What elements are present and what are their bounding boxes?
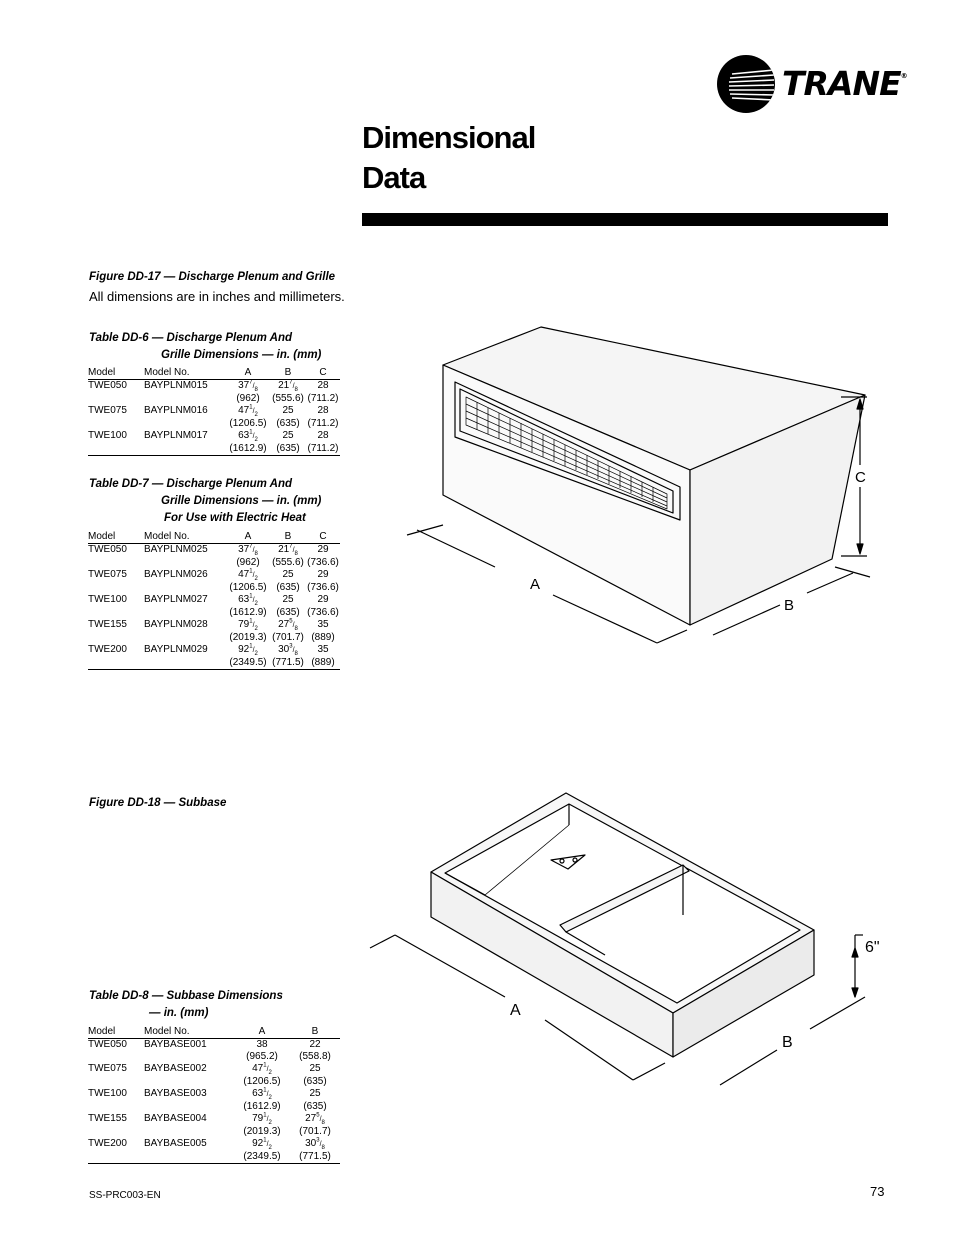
dim-a-cell: $47^1/_2$	[238, 568, 258, 582]
table8	[88, 1026, 340, 1164]
dim-c-cell: 28	[317, 380, 329, 391]
table6	[88, 367, 340, 456]
dim-c-cell: 29	[317, 594, 329, 605]
table8-row-mm	[88, 1151, 340, 1164]
model-cell: TWE075	[88, 405, 127, 416]
model-no-cell: BAYBASE002	[144, 1063, 207, 1074]
table7-row	[88, 644, 340, 657]
subbase-dim-a-label: A	[510, 1002, 521, 1019]
table7-row	[88, 569, 340, 582]
table8-row	[88, 1138, 340, 1151]
table7-header-row: Model Model No. A B C	[88, 531, 340, 544]
dim-b-mm-cell: (635)	[270, 443, 306, 456]
model-no-cell: BAYBASE003	[144, 1088, 207, 1099]
dim-c-cell: 29	[317, 544, 329, 555]
table7-row-mm	[88, 657, 340, 670]
table8-row	[88, 1088, 340, 1101]
table8-row	[88, 1113, 340, 1126]
page-title-line2: Data	[362, 160, 426, 195]
plenum-dim-c-label: C	[855, 469, 866, 486]
dim-a-mm-cell: (2019.3)	[243, 1126, 281, 1137]
model-cell: TWE155	[88, 619, 127, 630]
table8-row-mm	[88, 1076, 340, 1088]
dim-c-mm-cell: (711.2)	[307, 443, 339, 454]
dim-c-mm-cell: (736.6)	[307, 557, 339, 568]
dim-a-cell: $92^1/_2$	[252, 1137, 272, 1151]
footer-doc-id: SS-PRC003-EN	[89, 1190, 161, 1201]
model-cell: TWE100	[88, 430, 127, 441]
model-cell: TWE075	[88, 569, 127, 580]
dim-b-mm-cell: (701.7)	[272, 632, 304, 643]
model-no-cell: BAYPLNM028	[144, 619, 208, 630]
dim-a-mm-cell: (2019.3)	[229, 632, 267, 643]
dim-a-cell: $37^7/_8$	[238, 379, 258, 393]
model-cell: TWE050	[88, 1039, 127, 1050]
dim-b-cell: 22	[309, 1039, 321, 1050]
table7-row-mm	[88, 632, 340, 644]
model-no-cell: BAYBASE005	[144, 1138, 207, 1149]
table6-row	[88, 405, 340, 418]
page-number: 73	[870, 1184, 885, 1199]
model-no-cell: BAYPLNM027	[144, 594, 208, 605]
table6-title: Table DD-6 — Discharge Plenum And Grille Dimensions — in. (mm)	[89, 332, 322, 361]
plenum-dim-a-label: A	[530, 576, 541, 593]
model-cell: TWE100	[88, 1088, 127, 1099]
dim-c-cell: 29	[317, 569, 329, 580]
subbase-height-label: 6"	[865, 939, 880, 956]
dim-a-cell: $79^1/_2$	[252, 1112, 272, 1126]
model-cell: TWE050	[88, 544, 127, 555]
dim-b-mm-cell: (635)	[276, 418, 300, 429]
table8-title: Table DD-8 — Subbase Dimensions — in. (mm)	[89, 990, 283, 1019]
dim-b-mm-cell: (635)	[303, 1076, 327, 1087]
dim-b-mm-cell: (635)	[276, 607, 300, 618]
model-no-cell: BAYBASE001	[144, 1039, 207, 1050]
dim-a-cell: $47^1/_2$	[252, 1062, 272, 1076]
dim-c-mm-cell: (711.2)	[307, 418, 339, 429]
dim-b-cell: 25	[282, 430, 294, 441]
dim-a-cell: $63^1/_2$	[252, 1087, 272, 1101]
table8-row	[88, 1039, 340, 1052]
table8-row	[88, 1063, 340, 1076]
discharge-plenum-drawing	[395, 325, 895, 645]
dim-b-mm-cell: (701.7)	[299, 1126, 331, 1137]
dim-b-mm-cell: (771.5)	[270, 657, 306, 670]
dim-b-cell: 25	[282, 569, 294, 580]
table8-header-row: Model Model No. A B	[88, 1026, 340, 1039]
dim-b-mm-cell: (635)	[303, 1101, 327, 1112]
table6-row	[88, 380, 340, 394]
table6-header-row: Model Model No. A B C	[88, 367, 340, 380]
dim-b-cell: 25	[309, 1063, 321, 1074]
dim-a-mm-cell: (962)	[236, 557, 260, 568]
dim-a-mm-cell: (1206.5)	[243, 1076, 281, 1087]
dim-b-mm-cell: (771.5)	[290, 1151, 340, 1164]
dim-c-mm-cell: (736.6)	[307, 582, 339, 593]
dim-b-cell: $21^7/_8$	[278, 379, 298, 393]
dim-b-cell: 25	[309, 1088, 321, 1099]
dim-c-cell: 28	[317, 405, 329, 416]
dim-b-mm-cell: (558.8)	[299, 1051, 331, 1062]
model-no-cell: BAYPLNM017	[144, 430, 208, 441]
dim-a-cell: $63^1/_2$	[238, 429, 258, 443]
dim-a-mm-cell: (965.2)	[246, 1051, 278, 1062]
table7	[88, 531, 340, 670]
model-no-cell: BAYPLNM029	[144, 644, 208, 655]
dim-a-cell: $63^1/_2$	[238, 593, 258, 607]
dim-b-mm-cell: (555.6)	[272, 557, 304, 568]
table7-row	[88, 619, 340, 632]
model-no-cell: BAYBASE004	[144, 1113, 207, 1124]
model-cell: TWE200	[88, 1138, 127, 1149]
dim-b-cell: 25	[282, 594, 294, 605]
page-title	[362, 118, 535, 198]
table7-row-mm	[88, 607, 340, 619]
subbase-dim-b-label: B	[782, 1034, 793, 1051]
dim-a-mm-cell: (1612.9)	[229, 607, 267, 618]
model-cell: TWE075	[88, 1063, 127, 1074]
model-cell: TWE100	[88, 594, 127, 605]
dim-c-mm-cell: (711.2)	[307, 393, 339, 404]
trane-logo-icon	[716, 54, 776, 114]
figure17-caption: Figure DD-17 — Discharge Plenum and Grille	[89, 271, 336, 283]
model-cell: TWE050	[88, 380, 127, 391]
dim-a-mm-cell: (962)	[236, 393, 260, 404]
dim-c-mm-cell: (889)	[306, 657, 340, 670]
subbase-drawing	[365, 785, 895, 1095]
dim-a-cell: $47^1/_2$	[238, 404, 258, 418]
brand-wordmark: TRANE®	[782, 64, 907, 103]
dim-a-mm-cell: (1612.9)	[226, 443, 270, 456]
table8-row-mm	[88, 1126, 340, 1138]
figure18-caption: Figure DD-18 — Subbase	[89, 797, 227, 809]
dim-b-mm-cell: (635)	[276, 582, 300, 593]
table7-row-mm	[88, 582, 340, 594]
plenum-dim-b-label: B	[784, 597, 795, 614]
table7-title: Table DD-7 — Discharge Plenum And Grille Dimensions — in. (mm) For Use with Electric Heat	[89, 478, 322, 524]
dim-c-cell: 35	[317, 644, 329, 655]
dim-a-mm-cell: (2349.5)	[226, 657, 270, 670]
dim-b-cell: $30^3/_8$	[305, 1137, 325, 1151]
dim-a-mm-cell: (1206.5)	[229, 418, 267, 429]
model-no-cell: BAYPLNM025	[144, 544, 208, 555]
dim-a-cell: $79^1/_2$	[238, 618, 258, 632]
table8-row-mm	[88, 1051, 340, 1063]
dim-a-cell: 38	[256, 1039, 268, 1050]
dim-b-cell: $30^3/_8$	[278, 643, 298, 657]
table7-row	[88, 594, 340, 607]
table7-row-mm	[88, 557, 340, 569]
figure17-note: All dimensions are in inches and millimeters.	[89, 289, 345, 304]
model-no-cell: BAYPLNM015	[144, 380, 208, 391]
dim-c-cell: 28	[317, 430, 329, 441]
dim-a-mm-cell: (2349.5)	[234, 1151, 290, 1164]
table6-row-mm	[88, 418, 340, 430]
model-no-cell: BAYPLNM016	[144, 405, 208, 416]
dim-c-cell: 35	[317, 619, 329, 630]
dim-b-mm-cell: (555.6)	[272, 393, 304, 404]
table6-row-mm	[88, 443, 340, 456]
dim-a-cell: $37^7/_8$	[238, 543, 258, 557]
dim-b-cell: 25	[282, 405, 294, 416]
dim-c-mm-cell: (889)	[311, 632, 335, 643]
dim-b-cell: $21^7/_8$	[278, 543, 298, 557]
dim-b-cell: $27^5/_8$	[305, 1112, 325, 1126]
page-title-line1: Dimensional	[362, 120, 536, 155]
dim-a-cell: $92^1/_2$	[238, 643, 258, 657]
dim-a-mm-cell: (1206.5)	[229, 582, 267, 593]
table6-row-mm	[88, 393, 340, 405]
table8-row-mm	[88, 1101, 340, 1113]
table7-row	[88, 544, 340, 558]
table6-row	[88, 430, 340, 443]
dim-c-mm-cell: (736.6)	[307, 607, 339, 618]
model-cell: TWE200	[88, 644, 127, 655]
model-no-cell: BAYPLNM026	[144, 569, 208, 580]
title-rule	[362, 213, 888, 226]
dim-a-mm-cell: (1612.9)	[243, 1101, 281, 1112]
dim-b-cell: $27^5/_8$	[278, 618, 298, 632]
model-cell: TWE155	[88, 1113, 127, 1124]
